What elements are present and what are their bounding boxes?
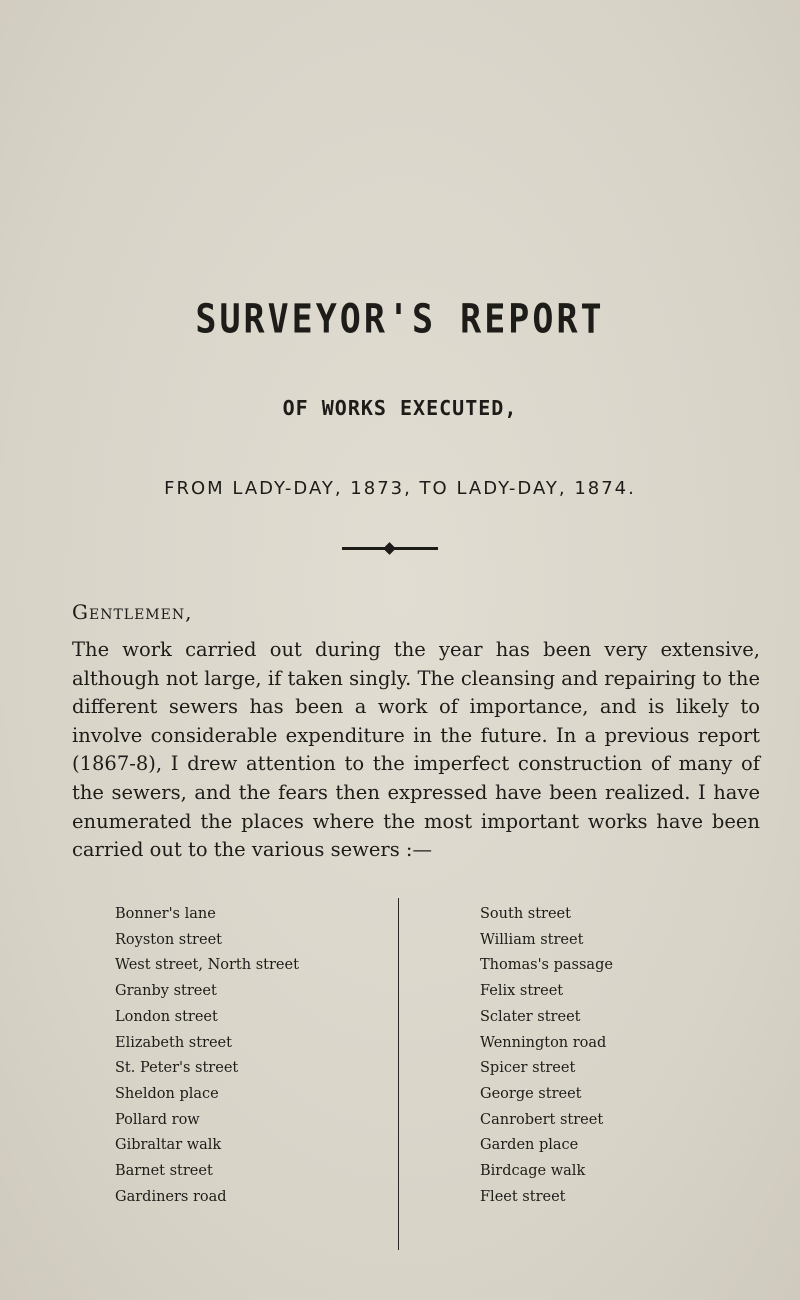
list-item: West street, North street <box>115 957 299 974</box>
ornamental-rule-diamond <box>383 542 396 555</box>
sewer-list-left <box>115 902 299 1210</box>
list-item: George street <box>480 1085 582 1102</box>
list-item: Fleet street <box>480 1188 566 1205</box>
list-item: Elizabeth street <box>115 1034 232 1051</box>
list-item: Gibraltar walk <box>115 1137 222 1154</box>
list-item: Pollard row <box>115 1111 200 1128</box>
salutation: Gentlemen, <box>72 600 193 624</box>
list-item: Royston street <box>115 931 222 948</box>
list-item: Garden place <box>480 1137 579 1154</box>
list-item: Granby street <box>115 983 217 1000</box>
list-item: Felix street <box>480 983 564 1000</box>
list-item: Bonner's lane <box>115 906 216 922</box>
column-divider <box>398 898 399 1250</box>
list-item: St. Peter's street <box>115 1060 239 1077</box>
list-item: Spicer street <box>480 1060 576 1077</box>
list-item: Birdcage walk <box>480 1163 586 1180</box>
list-item: Sclater street <box>480 1008 581 1025</box>
report-title: SURVEYOR'S REPORT <box>195 297 605 343</box>
report-subtitle: OF WORKS EXECUTED, <box>282 396 518 420</box>
list-item: Barnet street <box>115 1163 213 1180</box>
list-item: Wennington road <box>480 1034 607 1051</box>
list-item: Thomas's passage <box>480 957 613 974</box>
body-paragraph: The work carried out during the year has been very extensive, although not large, if taken singly. The cleansing and repairing to the different sewers has been a work of importance, and is likely to involve considerable expenditure in the future. In a previous report (1867-8), I drew attention to the imperfect construction of many of the sewers, and the fears then expressed have been realized. I have enumerated the places where the most important works have been carried out to the various sewers :— <box>72 638 760 862</box>
list-item: Gardiners road <box>115 1188 227 1205</box>
list-item: Canrobert street <box>480 1111 604 1128</box>
report-period: FROM LADY-DAY, 1873, TO LADY-DAY, 1874. <box>164 478 636 499</box>
list-item: South street <box>480 906 571 922</box>
list-item: Sheldon place <box>115 1085 219 1102</box>
list-item: London street <box>115 1008 218 1025</box>
sewer-list-right <box>480 902 613 1210</box>
list-item: William street <box>480 931 584 948</box>
